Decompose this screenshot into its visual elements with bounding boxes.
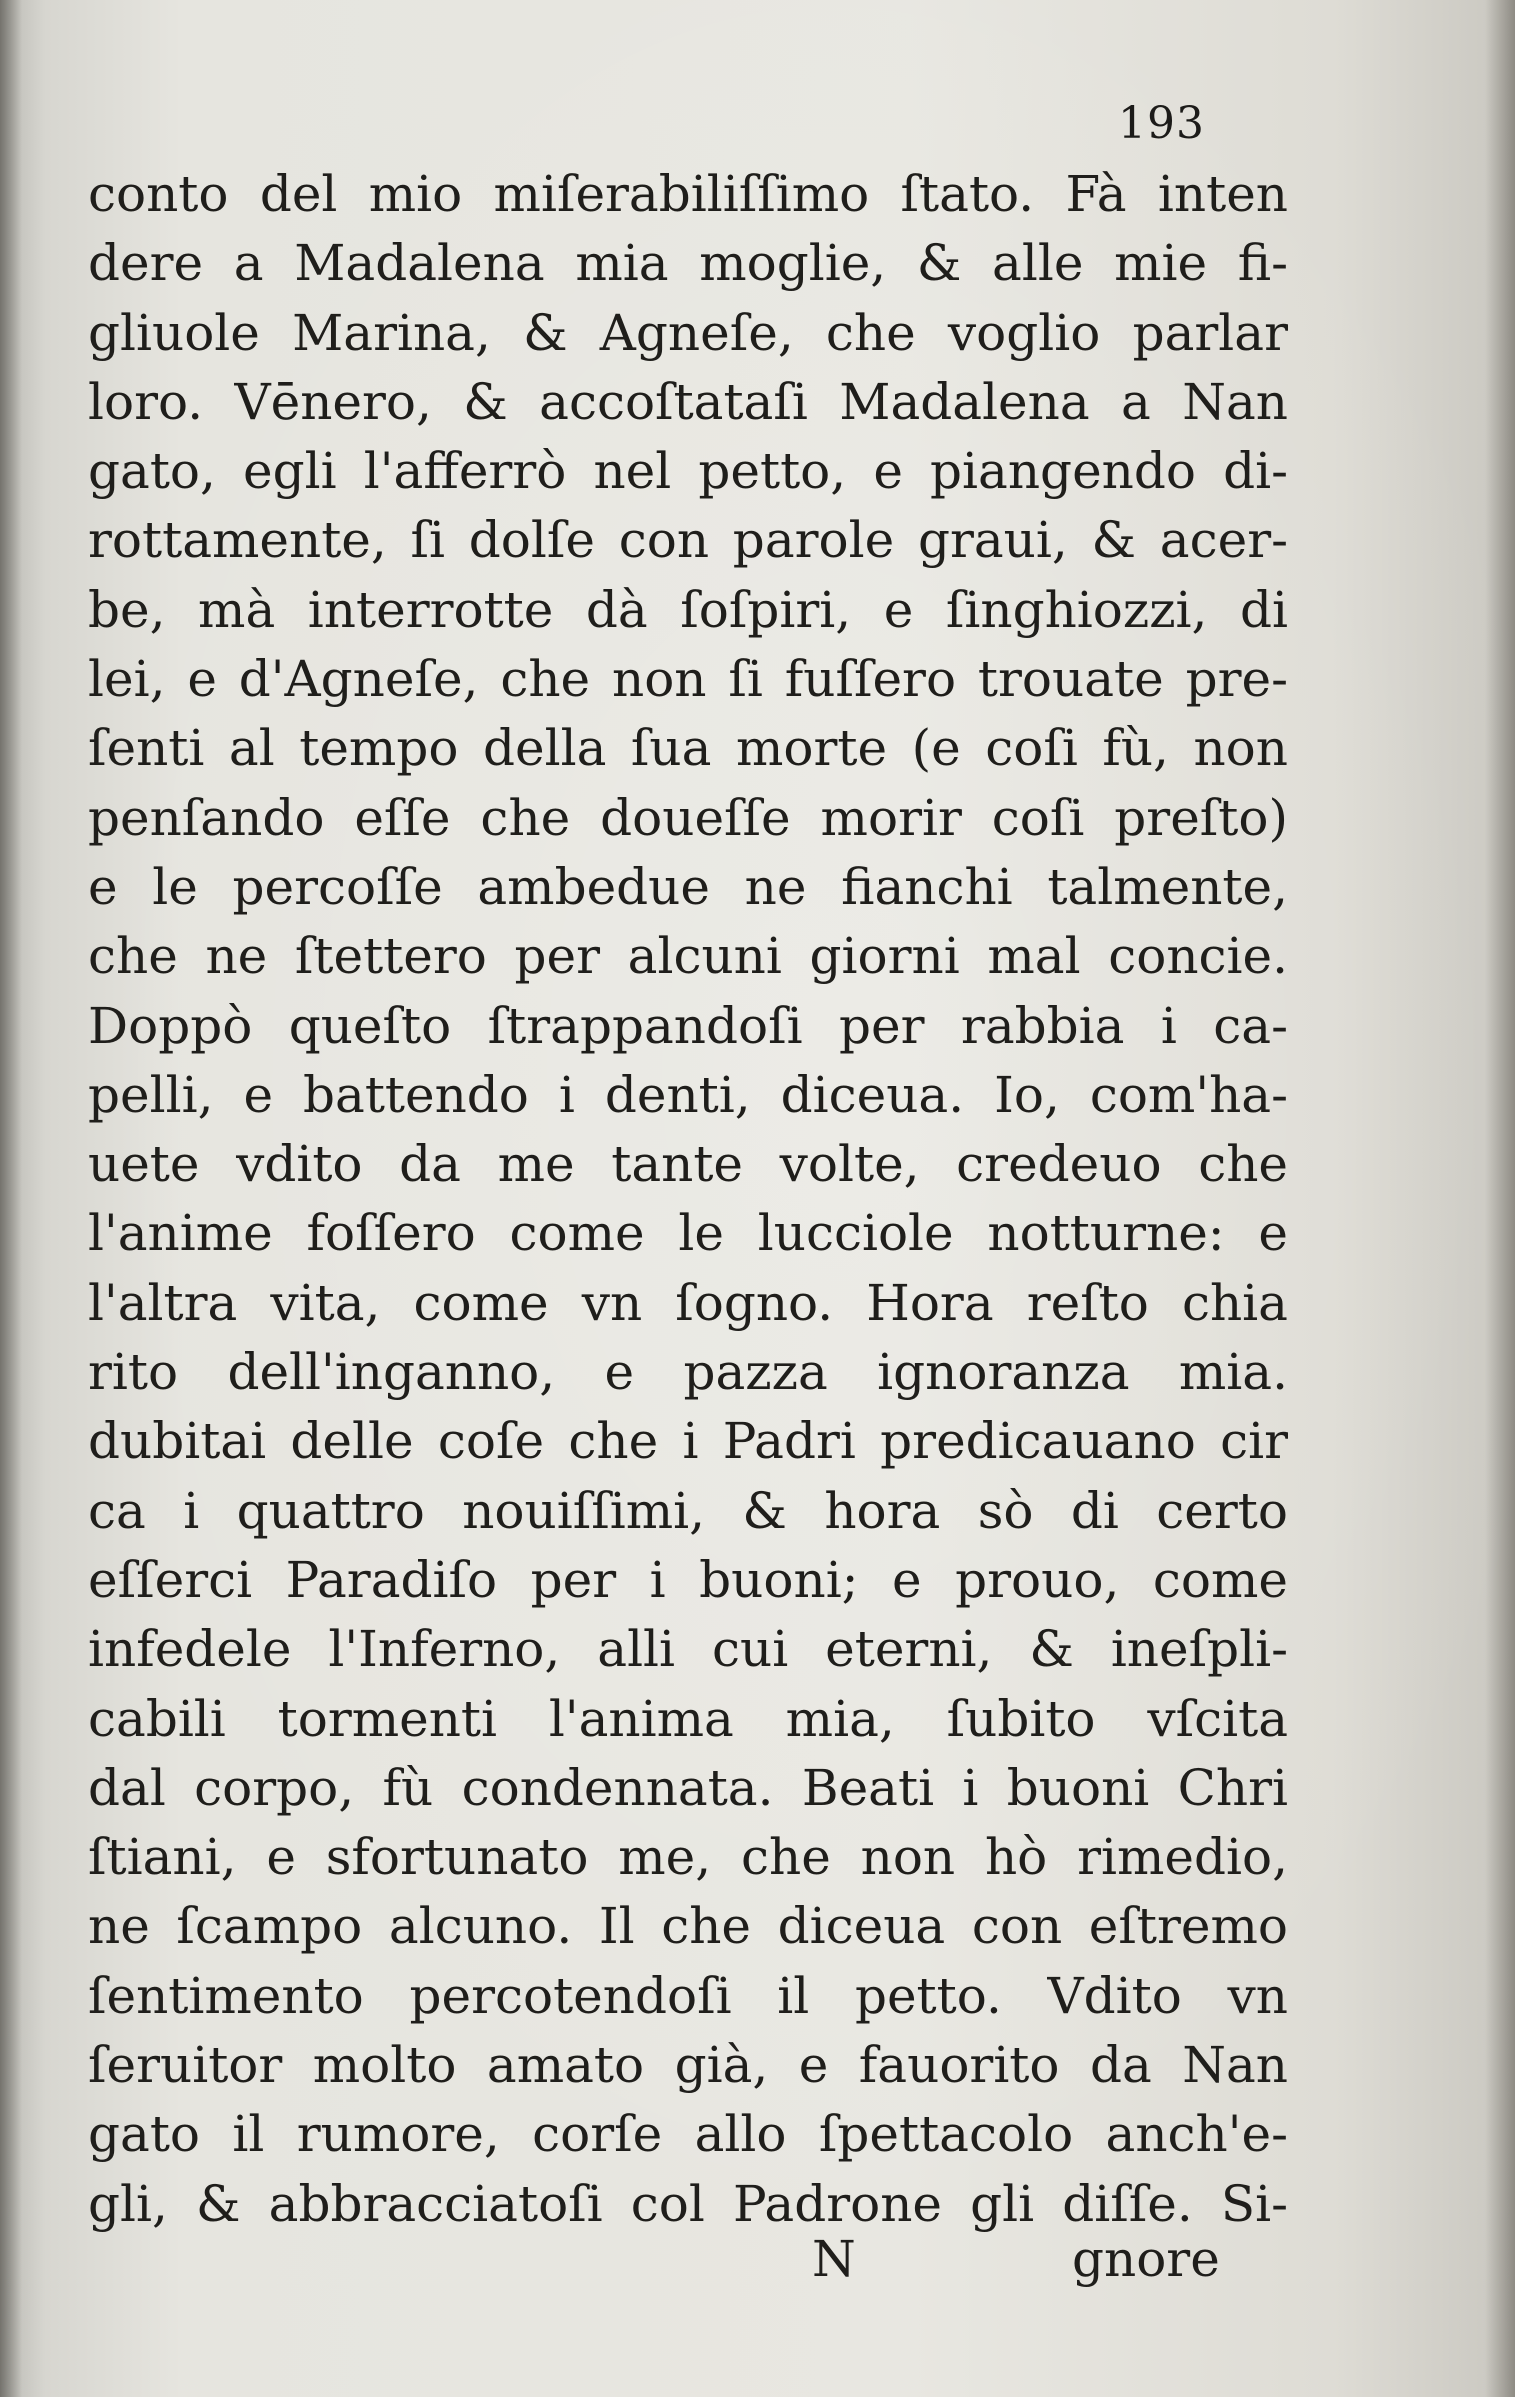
text-line: l'altra vita, come vn ſogno. Hora reſto chia: [88, 1273, 1288, 1332]
text-line: dere a Madalena mia moglie, & alle mie fi-: [88, 234, 1288, 293]
text-line: eſſerci Paradiſo per i buoni; e prouo, come: [88, 1550, 1288, 1609]
text-line: pelli, e battendo i denti, diceua. Io, com'ha-: [88, 1065, 1288, 1124]
text-line: rottamente, ſi dolſe con parole graui, & acer-: [88, 511, 1288, 570]
text-line: ſentimento percotendoſi il petto. Vdito vn: [88, 1966, 1288, 2025]
text-line: gato, egli l'afferrò nel petto, e piangendo di-: [88, 442, 1288, 501]
page-shadow-right: [1485, 0, 1515, 2397]
text-line: rito dell'inganno, e pazza ignoranza mia.: [88, 1343, 1288, 1402]
text-line: dal corpo, fù condennata. Beati i buoni Chri: [88, 1758, 1288, 1817]
text-line: ne ſcampo alcuno. Il che diceua con eſtremo: [88, 1897, 1288, 1956]
text-line: be, mà interrotte dà ſoſpiri, e ſinghiozzi, di: [88, 580, 1288, 639]
text-line: ſtiani, e sfortunato me, che non hò rimedio,: [88, 1828, 1288, 1887]
text-line: infedele l'Inferno, alli cui eterni, & ineſpli-: [88, 1620, 1288, 1679]
text-line: gliuole Marina, & Agneſe, che voglio parlar: [88, 303, 1288, 362]
signature-mark: N: [812, 2230, 856, 2288]
text-line: uete vdito da me tante volte, credeuo che: [88, 1135, 1288, 1194]
text-line: lei, e d'Agneſe, che non ſi fuſſero trouate pre-: [88, 650, 1288, 709]
text-line: cabili tormenti l'anima mia, ſubito vſcita: [88, 1689, 1288, 1748]
text-line: ca i quattro nouiſſimi, & hora sò di certo: [88, 1481, 1288, 1540]
text-line: ſenti al tempo della ſua morte (e coſi fù, non: [88, 719, 1288, 778]
text-line: conto del mio miſerabiliſſimo ſtato. Fà inten: [88, 165, 1288, 223]
text-line: dubitai delle coſe che i Padri predicauano cir: [88, 1412, 1288, 1471]
text-line: loro. Vēnero, & accoſtataſi Madalena a Nan: [88, 372, 1288, 431]
text-line: e le percoſſe ambedue ne fianchi talmente,: [88, 857, 1288, 916]
text-line: penſando eſſe che doueſſe morir coſi preſto): [88, 788, 1288, 847]
text-line: gato il rumore, corſe allo ſpettacolo anch'e-: [88, 2105, 1288, 2164]
page-number: 193: [1118, 98, 1205, 149]
catchword: gnore: [1072, 2230, 1220, 2288]
text-line: l'anime foſſero come le lucciole notturne: e: [88, 1204, 1288, 1263]
page-shadow-left: [0, 0, 22, 2397]
text-line: Doppò queſto ſtrappandoſi per rabbia i ca-: [88, 996, 1288, 1055]
text-line: gli, & abbracciatoſi col Padrone gli diſſe. Si-: [88, 2174, 1288, 2233]
text-line: ſeruitor molto amato già, e fauorito da Nan: [88, 2036, 1288, 2095]
body-text: [88, 160, 1288, 2239]
text-line: che ne ſtettero per alcuni giorni mal concie.: [88, 927, 1288, 986]
